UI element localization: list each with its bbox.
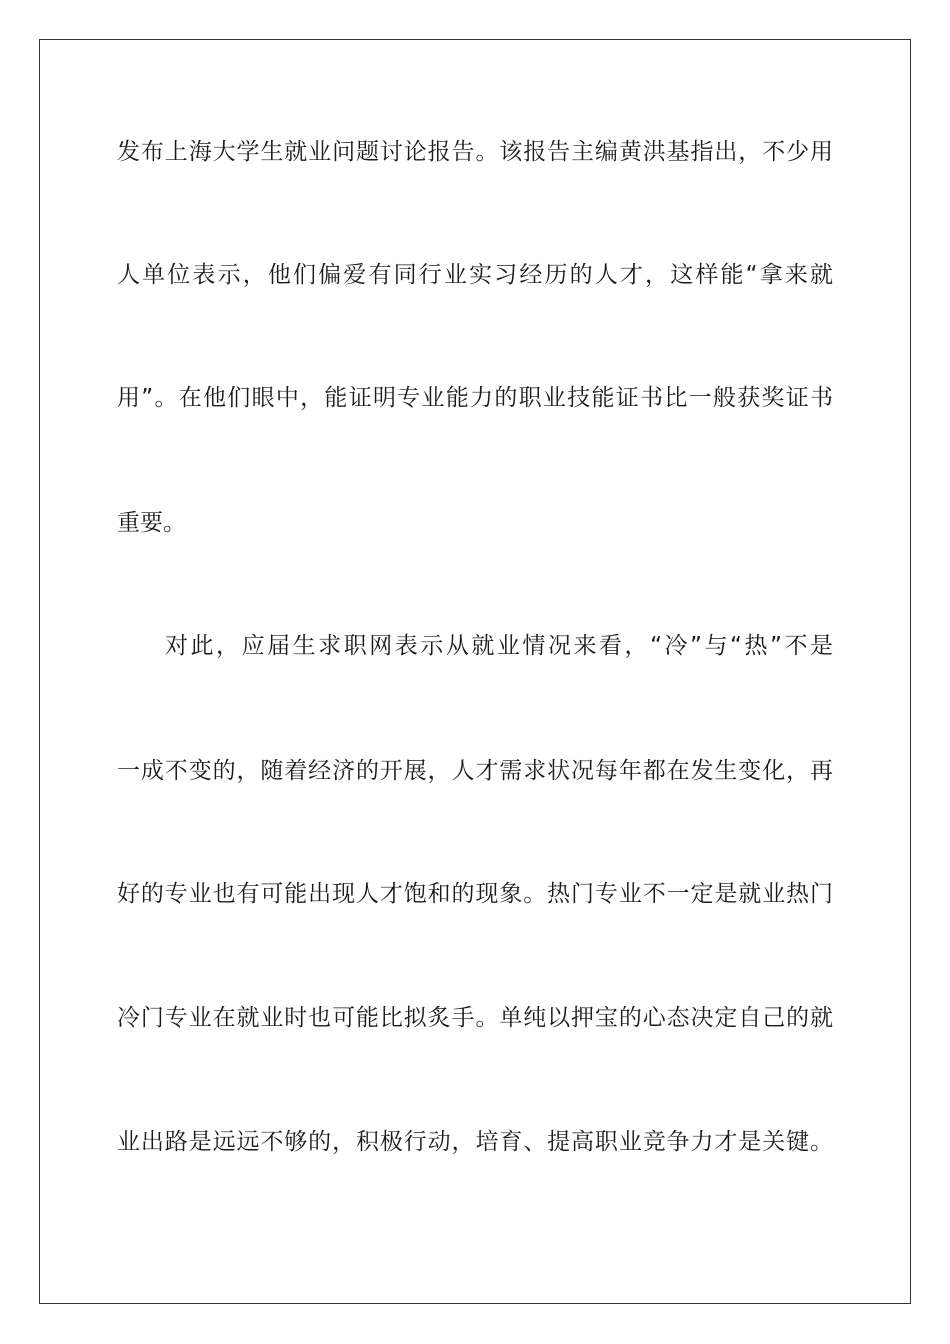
text-line: 冷门专业在就业时也可能比拟炙手。单纯以押宝的心态决定自己的就 xyxy=(117,1005,833,1031)
text-line: 好的专业也有可能出现人才饱和的现象。热门专业不一定是就业热门 xyxy=(117,881,833,907)
text-line: 人单位表示，他们偏爱有同行业实习经历的人才，这样能“拿来就 xyxy=(117,262,833,288)
text-line: 业出路是远远不够的，积极行动，培育、提高职业竞争力才是关键。 xyxy=(117,1129,833,1155)
text-line: 用”。在他们眼中，能证明专业能力的职业技能证书比一般获奖证书 xyxy=(117,385,833,411)
text-line: 对此，应届生求职网表示从就业情况来看，“冷”与“热”不是 xyxy=(165,633,833,659)
text-line: 重要。 xyxy=(117,510,186,536)
text-line: 一成不变的，随着经济的开展，人才需求状况每年都在发生变化，再 xyxy=(117,758,833,784)
text-line: 发布上海大学生就业问题讨论报告。该报告主编黄洪基指出，不少用 xyxy=(117,139,833,165)
page-border xyxy=(39,39,911,1304)
